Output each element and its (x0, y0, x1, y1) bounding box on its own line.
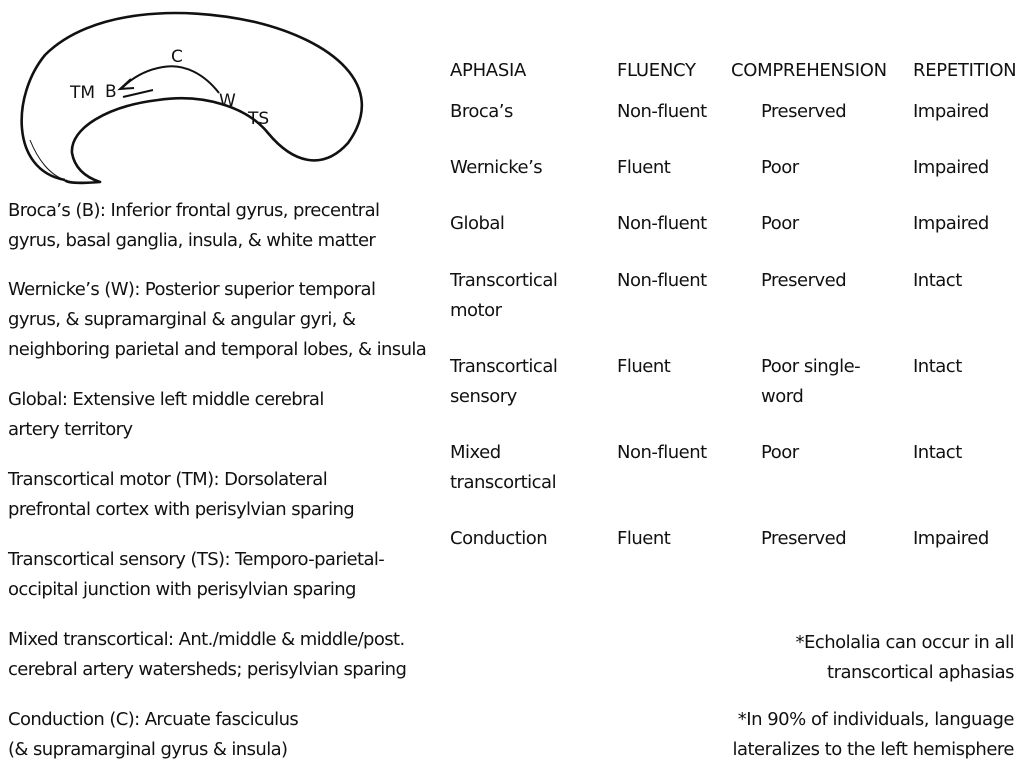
location-mixed-transcortical: Mixed transcortical: Ant./middle & middle/post. cerebral artery watersheds; perisylvian sparing (8, 629, 407, 680)
label-ts: TS (248, 109, 270, 129)
table-cell-aphasia: Transcortical motor (450, 270, 558, 321)
table-cell-fluency: Non-fluent (617, 213, 707, 234)
table-cell-repetition: Impaired (913, 213, 989, 234)
table-cell-repetition: Intact (913, 270, 962, 291)
table-cell-fluency: Fluent (617, 157, 671, 178)
table-cell-comprehension: Poor (761, 213, 799, 234)
table-cell-aphasia: Wernicke’s (450, 157, 543, 178)
table-cell-fluency: Fluent (617, 528, 671, 549)
table-cell-repetition: Intact (913, 356, 962, 377)
table-cell-aphasia: Transcortical sensory (450, 356, 558, 407)
table-cell-comprehension: Preserved (761, 101, 847, 122)
location-transcortical-motor: Transcortical motor (TM): Dorsolateral prefrontal cortex with perisylvian sparing (8, 469, 355, 520)
table-cell-fluency: Non-fluent (617, 270, 707, 291)
table-cell-repetition: Impaired (913, 528, 989, 549)
arcuate-fasciculus-arrow (122, 66, 219, 93)
table-cell-repetition: Intact (913, 442, 962, 463)
label-c: C (171, 47, 183, 67)
table-cell-aphasia: Mixed transcortical (450, 442, 557, 493)
label-w: W (219, 91, 236, 111)
table-cell-fluency: Non-fluent (617, 101, 707, 122)
arrow-tail-line (123, 90, 153, 97)
brain-diagram (0, 0, 420, 195)
header-comprehension: COMPREHENSION (731, 60, 887, 81)
table-cell-repetition: Impaired (913, 157, 989, 178)
table-cell-aphasia: Global (450, 213, 505, 234)
table-cell-comprehension: Preserved (761, 270, 847, 291)
table-cell-comprehension: Poor (761, 442, 799, 463)
label-tm: TM (70, 83, 96, 103)
table-cell-fluency: Fluent (617, 356, 671, 377)
location-conduction: Conduction (C): Arcuate fasciculus (& supramarginal gyrus & insula) (8, 709, 299, 760)
table-cell-comprehension: Poor single- word (761, 356, 861, 407)
table-cell-fluency: Non-fluent (617, 442, 707, 463)
label-b: B (105, 82, 117, 102)
header-fluency: FLUENCY (617, 60, 696, 81)
table-cell-comprehension: Preserved (761, 528, 847, 549)
table-cell-aphasia: Conduction (450, 528, 548, 549)
location-broca: Broca’s (B): Inferior frontal gyrus, precentral gyrus, basal ganglia, insula, & white matter (8, 200, 380, 251)
header-aphasia: APHASIA (450, 60, 526, 81)
table-cell-aphasia: Broca’s (450, 101, 513, 122)
table-cell-repetition: Impaired (913, 101, 989, 122)
table-cell-comprehension: Poor (761, 157, 799, 178)
location-global: Global: Extensive left middle cerebral artery territory (8, 389, 324, 440)
location-transcortical-sensory: Transcortical sensory (TS): Temporo-parietal- occipital junction with perisylvian sparing (8, 549, 385, 600)
header-repetition: REPETITION (913, 60, 1017, 81)
note-echolalia: *Echolalia can occur in all transcortical aphasias (795, 632, 1014, 683)
note-lateralization: *In 90% of individuals, language lateralizes to the left hemisphere (732, 709, 1014, 760)
location-wernicke: Wernicke’s (W): Posterior superior temporal gyrus, & supramarginal & angular gyri, & neighboring parietal and temporal lobes, & insula (8, 279, 427, 360)
